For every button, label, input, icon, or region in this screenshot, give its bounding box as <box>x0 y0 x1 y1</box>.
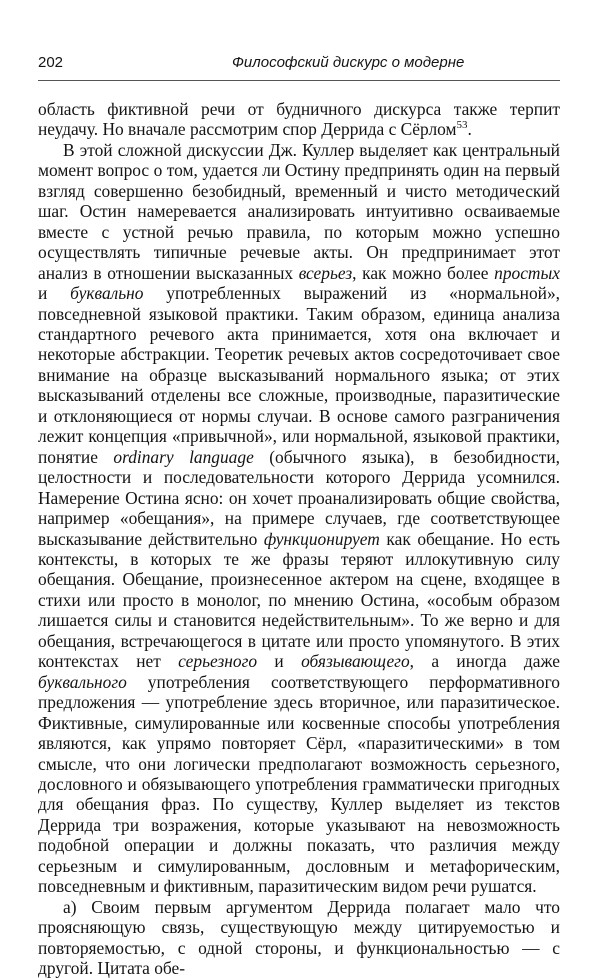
text-span: В этой сложной дискуссии Дж. Куллер выделяет как центральный момент вопрос о том, удается ли Остину предпринять один на первый взгляд совершенно безобидный, временный и чисто методический шаг. Остин намеревается анализировать интуитивно осваиваемые вместе с устной речью правила, по которым можно успешно осуществлять типичные речевые акты. Он предпринимает этот анализ в отношении высказанных <box>38 139 560 283</box>
paragraph <box>38 99 560 140</box>
text-span: . <box>467 119 472 140</box>
paragraph <box>38 140 560 897</box>
italic-span: всерьез <box>298 262 353 283</box>
italic-span: простых <box>494 262 560 283</box>
italic-span: буквально <box>70 283 144 304</box>
text-span: а) Своим первым аргументом Деррида полагает мало что проясняющую связь, существующую между цитируемостью и повторяемостью, с одной стороны, и функциональностью — с другой. Цитата обе- <box>38 896 560 978</box>
italic-span: серьезного <box>178 651 258 672</box>
paragraph <box>38 897 560 978</box>
italic-span: обязывающего <box>301 651 410 672</box>
italic-span: буквального <box>38 671 127 692</box>
text-span: область фиктивной речи от будничного дискурса также терпит неудачу. Но вначале рассмотрим спор Деррида с Сёрлом <box>38 99 560 140</box>
text-span: (обычного языка), в безобидности, целостности и последовательности которого Деррида усомнился. Намерение Остина ясно: он хочет проанализировать общие свойства, например «обещания», на примере случаев, где соответствующее высказывание действительно <box>38 446 560 549</box>
text-span: , как можно более <box>352 262 495 283</box>
text-span: употребленных выражений из «нормальной», повседневной языковой практики. Таким образом, единица анализа стандартного речевого акта принимается, хотя она включает и некоторые абстракции. Теоретик речевых актов сосредоточивает свое внимание на образце высказываний нормального языка; от этих высказываний отделены все сложные, производные, паразитические и отклоняющиеся от нормы случаи. В основе самого разграничения лежит концепция «привычной», или нормальной, языковой практики, понятие <box>38 283 561 467</box>
italic-span: ordinary language <box>113 446 254 467</box>
header-rule <box>38 80 560 81</box>
page-number: 202 <box>38 54 64 71</box>
footnote-ref: 53 <box>456 119 468 132</box>
text-span: употребления соответствующего перформативного предложения — употребление здесь вторичное, или паразитическое. Фиктивные, симулированные или косвенные способы употребления являются, как упрямо повторяет Сёрл, «паразитическими» в том смысле, что они логически предполагают возможность серьезного, дословного и обязывающего употребления грамматически пригодных для обещания фраз. По существу, Куллер выделяет из текстов Деррида три возражения, которые указывают на невозможность подобной операции и должны показать, что различия между серьезным и симулированным, дословным и метафорическим, повседневным и фиктивным, паразитическим видом речи рушатся. <box>38 671 560 897</box>
italic-span: функционирует <box>263 528 380 549</box>
text-span: и <box>257 651 302 672</box>
running-head: Философский дискурс о модерне <box>232 54 465 71</box>
text-span: как обещание. Но есть контексты, в которых те же фразы теряют иллокутивную силу обещания. Обещание, произнесенное актером на сцене, входящее в стихи или просто в монолог, по мнению Остина, «особым образом лишается силы и становится недействительным». То же верно и для обещания, встречающегося в цитате или просто упомянутого. В этих контекстах нет <box>38 528 560 672</box>
text-span: , а иногда даже <box>409 651 560 672</box>
body-text <box>38 99 560 978</box>
text-span: и <box>38 283 71 304</box>
